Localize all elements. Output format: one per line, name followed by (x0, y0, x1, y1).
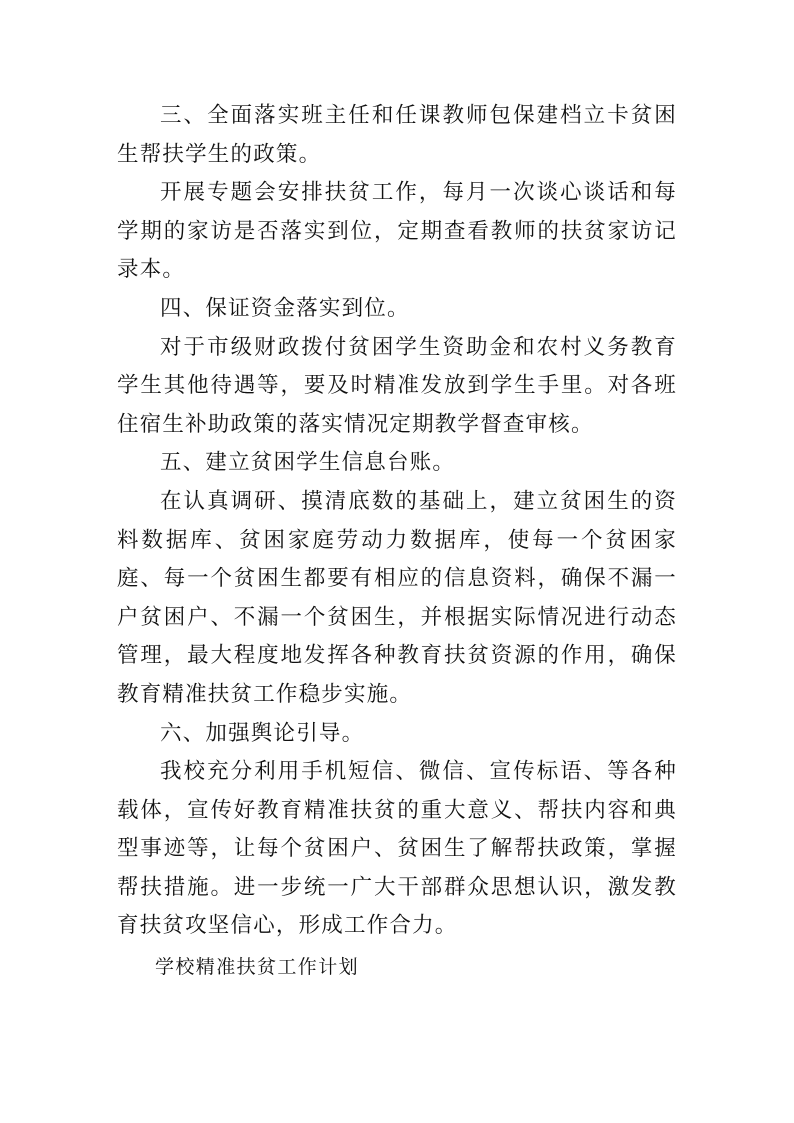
document-body (117, 97, 677, 987)
next-document-title: 学校精准扶贫工作计划 (155, 956, 360, 979)
section-heading-3: 三、全面落实班主任和任课教师包保建档立卡贫困生帮扶学生的政策。 (117, 103, 677, 167)
section-heading-4: 四、保证资金落实到位。 (160, 295, 410, 321)
body-paragraph: 开展专题会安排扶贫工作，每月一次谈心谈话和每学期的家访是否落实到位，定期查看教师的扶贫家访记录本。 (117, 180, 677, 283)
body-paragraph: 对于市级财政拨付贫困学生资助金和农村义务教育学生其他待遇等，要及时精准发放到学生手里。对各班住宿生补助政策的落实情况定期教学督查审核。 (117, 334, 677, 437)
body-paragraph: 我校充分利用手机短信、微信、宣传标语、等各种载体，宣传好教育精准扶贫的重大意义、帮扶内容和典型事迹等，让每个贫困户、贫困生了解帮扶政策，掌握帮扶措施。进一步统一广大干部群众思想认识，激发教育扶贫攻坚信心，形成工作合力。 (117, 759, 677, 939)
body-paragraph: 在认真调研、摸清底数的基础上，建立贫困生的资料数据库、贫困家庭劳动力数据库，使每一个贫困家庭、每一个贫困生都要有相应的信息资料，确保不漏一户贫困户、不漏一个贫困生，并根据实际情况进行动态管理，最大程度地发挥各种教育扶贫资源的作用，确保教育精准扶贫工作稳步实施。 (117, 488, 677, 707)
section-heading-6: 六、加强舆论引导。 (160, 720, 365, 746)
section-heading-5: 五、建立贫困学生信息台账。 (160, 450, 456, 476)
